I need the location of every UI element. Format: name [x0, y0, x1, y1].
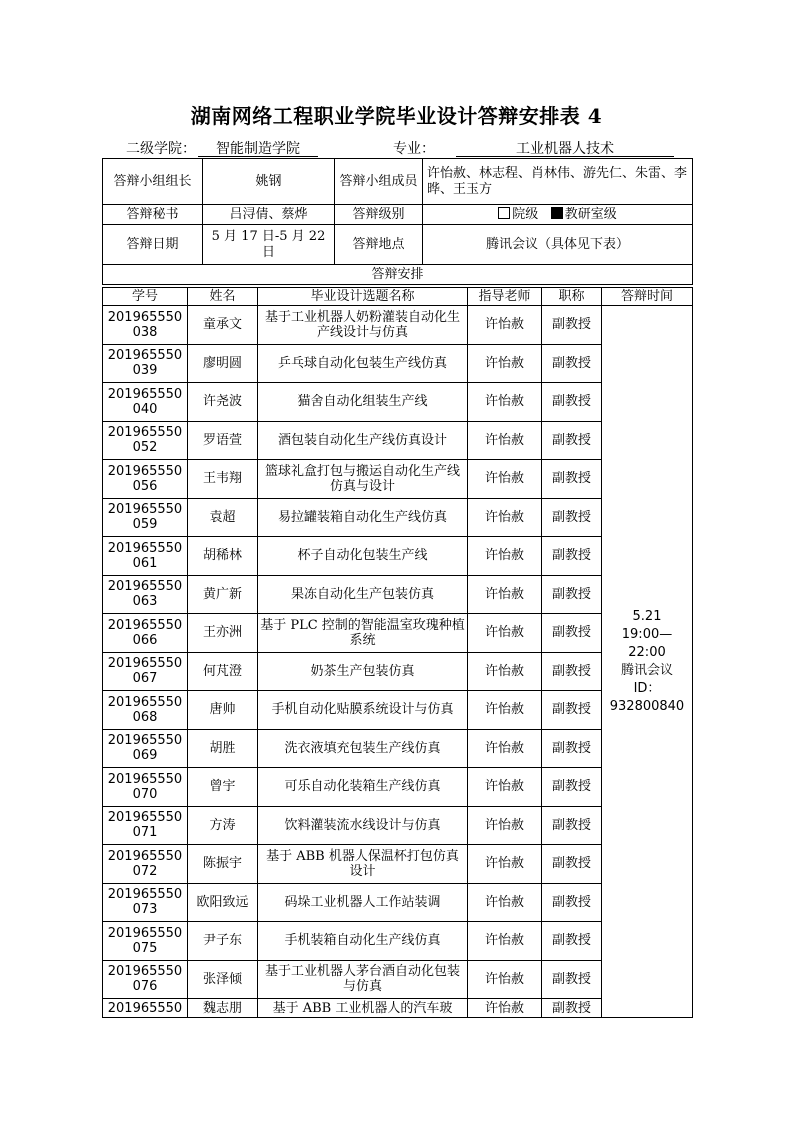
thesis-topic: 易拉罐装箱自动化生产线仿真	[258, 498, 468, 537]
date-value: 5 月 17 日-5 月 22 日	[203, 225, 335, 265]
student-id-part2: 039	[132, 363, 158, 379]
secretary-value: 吕浔倩、蔡烨	[203, 205, 335, 225]
student-id-part1: 201965550	[107, 964, 183, 980]
student-name: 曾宇	[188, 768, 258, 807]
thesis-topic: 基于 PLC 控制的智能温室玫瑰种植系统	[258, 614, 468, 653]
thesis-topic: 可乐自动化装箱生产线仿真	[258, 768, 468, 807]
thesis-topic: 基于 ABB 工业机器人的汽车玻	[258, 999, 468, 1018]
student-id	[103, 768, 188, 807]
student-name: 陈振宇	[188, 845, 258, 884]
level-checkbox-dept	[551, 207, 563, 219]
leader-value: 姚钢	[203, 159, 335, 205]
student-id	[103, 960, 188, 999]
advisor-rank: 副教授	[542, 575, 602, 614]
student-id-part2: 070	[132, 786, 158, 802]
advisor: 许怡赦	[468, 537, 542, 576]
student-id	[103, 383, 188, 422]
student-id-part1: 201965550	[107, 309, 183, 325]
place-label: 答辩地点	[335, 225, 423, 265]
session-time: 19:00—22:00	[621, 626, 673, 660]
student-id	[103, 421, 188, 460]
thesis-topic: 奶茶生产包装仿真	[258, 652, 468, 691]
thesis-topic: 码垛工业机器人工作站装调	[258, 883, 468, 922]
student-name: 罗语萱	[188, 421, 258, 460]
schedule-heading: 答辩安排	[103, 265, 693, 285]
student-id-part1: 201965550	[107, 348, 183, 364]
advisor-rank: 副教授	[542, 460, 602, 499]
student-id	[103, 652, 188, 691]
student-id-part2: 069	[132, 748, 158, 764]
level-options	[423, 205, 693, 225]
advisor-rank: 副教授	[542, 537, 602, 576]
student-id-part1: 201965550	[107, 810, 183, 826]
advisor-rank: 副教授	[542, 344, 602, 383]
student-id-part1: 201965550	[107, 502, 183, 518]
student-id-part1: 201965550	[107, 848, 183, 864]
advisor-rank: 副教授	[542, 883, 602, 922]
advisor: 许怡赦	[468, 575, 542, 614]
student-id-part1: 201965550	[107, 540, 183, 556]
student-id-part2: 072	[132, 863, 158, 879]
student-id	[103, 537, 188, 576]
student-id-part1: 201965550	[107, 1000, 183, 1016]
thesis-topic: 乒乓球自动化包装生产线仿真	[258, 344, 468, 383]
student-id-part2: 061	[132, 555, 158, 571]
leader-label: 答辩小组组长	[103, 159, 203, 205]
student-id-part1: 201965550	[107, 579, 183, 595]
schedule-header-row	[103, 288, 693, 306]
secretary-label: 答辩秘书	[103, 205, 203, 225]
advisor: 许怡赦	[468, 614, 542, 653]
student-id-part2: 067	[132, 671, 158, 687]
student-name: 唐帅	[188, 691, 258, 730]
advisor: 许怡赦	[468, 306, 542, 345]
student-name: 方涛	[188, 806, 258, 845]
thesis-topic: 杯子自动化包装生产线	[258, 537, 468, 576]
session-date: 5.21	[632, 608, 662, 624]
student-id-part1: 201965550	[107, 694, 183, 710]
advisor-rank: 副教授	[542, 383, 602, 422]
advisor: 许怡赦	[468, 768, 542, 807]
advisor: 许怡赦	[468, 729, 542, 768]
col-header-name: 姓名	[188, 288, 258, 306]
student-id-part1: 201965550	[107, 463, 183, 479]
advisor: 许怡赦	[468, 652, 542, 691]
student-id	[103, 883, 188, 922]
col-header-advisor: 指导老师	[468, 288, 542, 306]
advisor-rank: 副教授	[542, 806, 602, 845]
thesis-topic: 饮料灌装流水线设计与仿真	[258, 806, 468, 845]
advisor-rank: 副教授	[542, 768, 602, 807]
table-row	[103, 306, 693, 345]
thesis-topic: 基于工业机器人茅台酒自动化包装与仿真	[258, 960, 468, 999]
advisor: 许怡赦	[468, 845, 542, 884]
thesis-topic: 猫舍自动化组装生产线	[258, 383, 468, 422]
committee-info-table	[102, 158, 693, 285]
advisor: 许怡赦	[468, 691, 542, 730]
student-id-part1: 201965550	[107, 887, 183, 903]
advisor: 许怡赦	[468, 960, 542, 999]
thesis-topic: 手机自动化贴膜系统设计与仿真	[258, 691, 468, 730]
thesis-topic: 基于工业机器人奶粉灌装自动化生产线设计与仿真	[258, 306, 468, 345]
thesis-topic: 手机装箱自动化生产线仿真	[258, 922, 468, 961]
advisor-rank: 副教授	[542, 614, 602, 653]
advisor-rank: 副教授	[542, 421, 602, 460]
col-header-time: 答辩时间	[602, 288, 693, 306]
student-name: 尹子东	[188, 922, 258, 961]
student-name: 廖明圆	[188, 344, 258, 383]
members-value: 许怡赦、林志程、肖林伟、游先仁、朱雷、李晔、王玉方	[423, 159, 693, 205]
college-label: 二级学院：	[126, 141, 196, 157]
advisor-rank: 副教授	[542, 652, 602, 691]
advisor-rank: 副教授	[542, 922, 602, 961]
thesis-topic: 果冻自动化生产包装仿真	[258, 575, 468, 614]
student-id-part2: 059	[132, 517, 158, 533]
student-id	[103, 460, 188, 499]
student-id	[103, 691, 188, 730]
student-name: 欧阳致远	[188, 883, 258, 922]
col-header-topic: 毕业设计选题名称	[258, 288, 468, 306]
session-id-value: 932800840	[609, 698, 685, 714]
advisor: 许怡赦	[468, 460, 542, 499]
student-id-part2: 040	[132, 401, 158, 417]
thesis-topic: 洗衣液填充包装生产线仿真	[258, 729, 468, 768]
members-label: 答辩小组成员	[335, 159, 423, 205]
student-id-part1: 201965550	[107, 386, 183, 402]
student-name: 许尧波	[188, 383, 258, 422]
level-option-school: 院级	[512, 206, 539, 222]
advisor-rank: 副教授	[542, 729, 602, 768]
student-id	[103, 845, 188, 884]
student-id	[103, 498, 188, 537]
schedule-table	[102, 287, 693, 1018]
major-label: 专业：	[393, 141, 435, 157]
advisor-rank: 副教授	[542, 960, 602, 999]
level-option-dept: 教研室级	[564, 206, 617, 222]
document-meta	[100, 138, 700, 158]
advisor: 许怡赦	[468, 421, 542, 460]
major-value: 工业机器人技术	[456, 138, 674, 157]
advisor: 许怡赦	[468, 922, 542, 961]
advisor: 许怡赦	[468, 883, 542, 922]
student-id-part2: 038	[132, 324, 158, 340]
student-id	[103, 922, 188, 961]
session-time-cell	[602, 306, 693, 1018]
student-id	[103, 306, 188, 345]
student-name: 童承文	[188, 306, 258, 345]
student-id-part2: 066	[132, 632, 158, 648]
col-header-id: 学号	[103, 288, 188, 306]
student-id-part1: 201965550	[107, 656, 183, 672]
advisor-rank: 副教授	[542, 498, 602, 537]
student-name: 黄广新	[188, 575, 258, 614]
advisor-rank: 副教授	[542, 845, 602, 884]
student-id-part1: 201965550	[107, 771, 183, 787]
place-value: 腾讯会议（具体见下表）	[423, 225, 693, 265]
advisor: 许怡赦	[468, 344, 542, 383]
student-id	[103, 806, 188, 845]
thesis-topic: 篮球礼盒打包与搬运自动化生产线仿真与设计	[258, 460, 468, 499]
student-id-part2: 068	[132, 709, 158, 725]
student-id-part2: 071	[132, 825, 158, 841]
document-title: 湖南网络工程职业学院毕业设计答辩安排表 4	[190, 104, 603, 128]
student-name: 胡胜	[188, 729, 258, 768]
student-id-part2: 056	[132, 478, 158, 494]
student-id	[103, 999, 188, 1018]
student-id-part1: 201965550	[107, 617, 183, 633]
student-id-part2: 052	[132, 440, 158, 456]
student-id-part1: 201965550	[107, 925, 183, 941]
student-name: 袁超	[188, 498, 258, 537]
student-id	[103, 344, 188, 383]
student-id-part2: 063	[132, 594, 158, 610]
student-id-part1: 201965550	[107, 733, 183, 749]
student-id	[103, 729, 188, 768]
thesis-topic: 基于 ABB 机器人保温杯打包仿真设计	[258, 845, 468, 884]
student-id-part2: 073	[132, 902, 158, 918]
student-name: 胡稀林	[188, 537, 258, 576]
student-name: 魏志朋	[188, 999, 258, 1018]
student-id	[103, 575, 188, 614]
student-id-part2: 075	[132, 940, 158, 956]
date-label: 答辩日期	[103, 225, 203, 265]
advisor-rank: 副教授	[542, 691, 602, 730]
student-id-part2: 076	[132, 979, 158, 995]
student-id-part1: 201965550	[107, 425, 183, 441]
student-id	[103, 614, 188, 653]
level-label: 答辩级别	[335, 205, 423, 225]
advisor-rank: 副教授	[542, 999, 602, 1018]
student-name: 何芃澄	[188, 652, 258, 691]
student-name: 王韦翔	[188, 460, 258, 499]
advisor: 许怡赦	[468, 498, 542, 537]
level-checkbox-school	[498, 207, 510, 219]
college-value: 智能制造学院	[198, 138, 318, 157]
student-name: 王亦洲	[188, 614, 258, 653]
thesis-topic: 酒包装自动化生产线仿真设计	[258, 421, 468, 460]
session-id-label: ID：	[633, 680, 661, 696]
session-platform: 腾讯会议	[620, 662, 673, 678]
advisor: 许怡赦	[468, 383, 542, 422]
col-header-rank: 职称	[542, 288, 602, 306]
student-name: 张泽倾	[188, 960, 258, 999]
advisor: 许怡赦	[468, 806, 542, 845]
advisor-rank: 副教授	[542, 306, 602, 345]
advisor: 许怡赦	[468, 999, 542, 1018]
